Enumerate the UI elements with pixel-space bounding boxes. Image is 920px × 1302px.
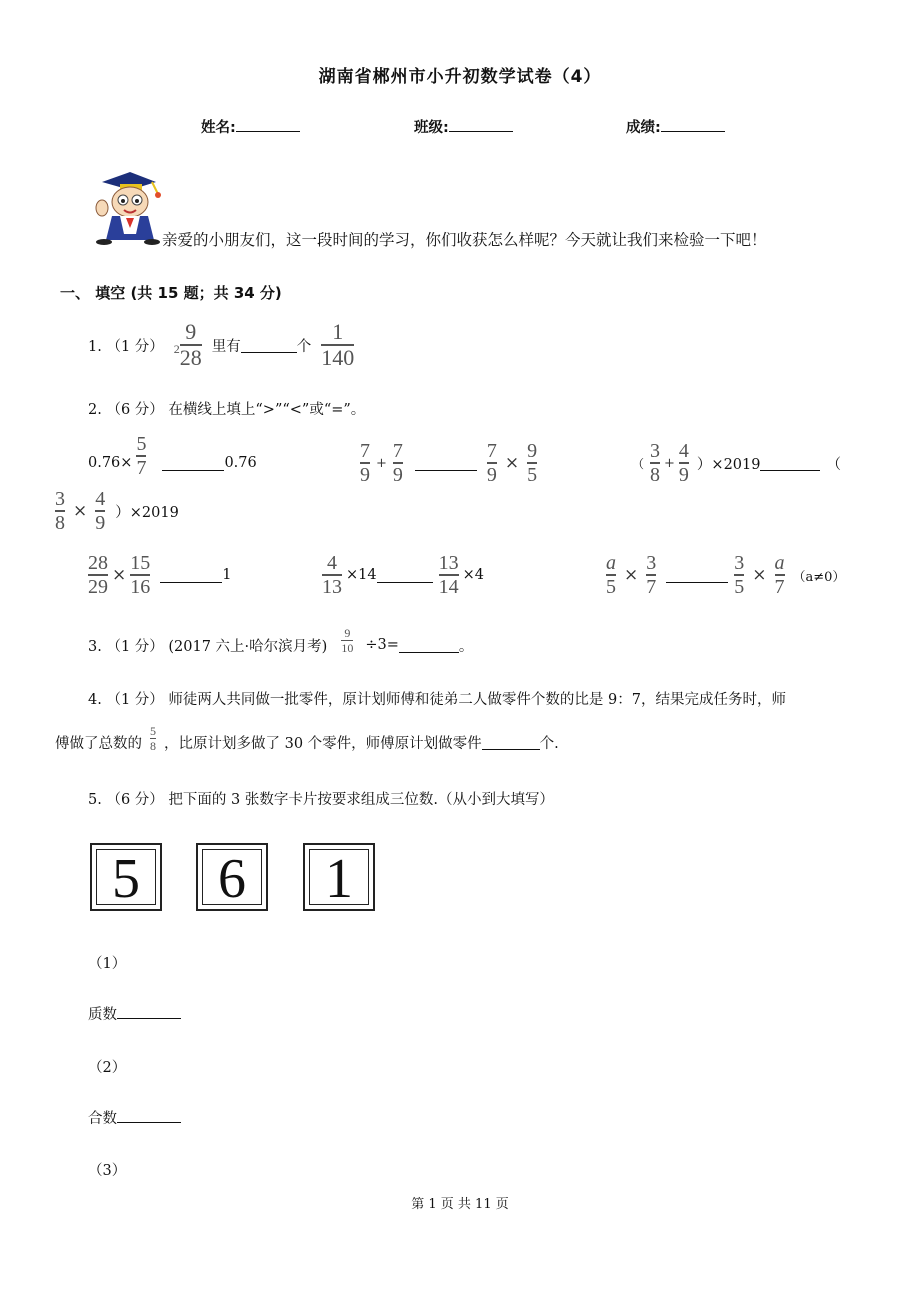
q2-d-close: ）×2019 <box>115 504 179 521</box>
q2-a-fraction <box>136 434 146 478</box>
q2-c-n1: 3 <box>650 440 661 462</box>
score-field[interactable] <box>626 116 725 137</box>
q5-sub-1: （1） <box>88 956 127 972</box>
q2-f-n2: 13 <box>438 552 459 574</box>
digit-card-1 <box>90 843 162 911</box>
q1-mixed-whole: 2 <box>173 341 180 356</box>
q2-f-blank[interactable] <box>377 568 433 583</box>
q1-answer-blank[interactable] <box>241 338 297 353</box>
q5-prime-label: 质数 <box>88 1007 117 1023</box>
digit-card-2-value: 6 <box>202 849 262 905</box>
digit-card-3 <box>303 843 375 911</box>
q1-mid: 里有 <box>211 338 241 355</box>
q2-b-times: × <box>504 453 520 473</box>
q2-b-blank[interactable] <box>415 456 477 471</box>
q2-d-times: × <box>73 501 88 521</box>
q2-b-frac4 <box>527 441 537 485</box>
q2-item-d <box>55 488 179 534</box>
q2-b-frac2 <box>393 441 403 485</box>
q2-g-d4: 7 <box>774 576 785 598</box>
digit-card-2 <box>196 843 268 911</box>
q4-fraction <box>150 725 156 752</box>
question-3 <box>88 622 473 668</box>
q1-prefix: 1. （1 分） <box>88 338 164 355</box>
q2-d-d2: 9 <box>95 512 106 534</box>
q2-c-frac2 <box>679 441 689 485</box>
q2-b-frac3 <box>487 441 497 485</box>
q2-b-d3: 9 <box>486 464 497 486</box>
q4-line2-b: ，比原计划多做了 30 个零件，师傅原计划做零件 <box>164 735 482 752</box>
q2-e-blank[interactable] <box>160 568 222 583</box>
q5-sub-3: （3） <box>88 1163 127 1179</box>
q2-b-d1: 9 <box>360 464 370 486</box>
q2-d-d1: 8 <box>55 512 65 534</box>
name-field[interactable] <box>201 116 300 137</box>
q2-b-d2: 9 <box>392 464 403 486</box>
digit-card-1-value: 5 <box>96 849 156 905</box>
q1-f2-den: 140 <box>321 345 355 370</box>
q2-c-plus: + <box>664 455 675 471</box>
q2-g-frac2 <box>646 553 656 597</box>
section-heading: 一、 填空 (共 15 题；共 34 分) <box>60 284 282 302</box>
q4-line2-a: 傅做了总数的 <box>55 735 142 752</box>
q2-item-f <box>322 552 484 598</box>
q2-e-d2: 16 <box>130 576 151 598</box>
question-1 <box>88 319 355 370</box>
q2-item-e <box>88 552 231 598</box>
q5-composite-label: 合数 <box>88 1111 117 1127</box>
q2-item-c <box>632 440 841 486</box>
q5-composite-blank[interactable] <box>117 1108 181 1123</box>
q4-answer-blank[interactable] <box>482 735 540 750</box>
q3-end: 。 <box>458 638 474 655</box>
q5-composite <box>88 1107 181 1128</box>
q2-c-end: （ <box>826 456 841 473</box>
greeting-text: 亲爱的小朋友们，这一段时间的学习，你们收获怎么样呢？今天就让我们来检验一下吧！ <box>162 231 767 249</box>
page-title: 湖南省郴州市小升初数学试卷（4） <box>318 67 602 87</box>
q2-b-frac1 <box>360 441 370 485</box>
q2-f-frac1 <box>322 553 342 597</box>
q2-g-n1: a <box>606 552 616 574</box>
q2-b-n3: 7 <box>486 440 497 462</box>
q2-b-n1: 7 <box>360 440 370 462</box>
q3-fraction <box>341 627 353 654</box>
q3-answer-blank[interactable] <box>399 638 459 653</box>
q2-g-note: （a≠0） <box>792 569 846 585</box>
score-label: 成绩: <box>626 120 661 136</box>
q5-prime-blank[interactable] <box>117 1004 181 1019</box>
q2-d-n2: 4 <box>95 488 106 510</box>
question-4-line-2 <box>55 722 559 762</box>
q3-den: 10 <box>341 640 354 655</box>
q2-e-frac2 <box>130 553 150 597</box>
digit-card-3-value: 1 <box>309 849 369 905</box>
q3-prefix: 3. （1 分） (2017 六上·哈尔滨月考) <box>88 638 328 655</box>
q2-g-n2: 3 <box>646 552 657 574</box>
q2-a-left: 0.76× <box>88 455 133 471</box>
q2-c-blank[interactable] <box>760 456 820 471</box>
q2-d-frac1 <box>55 489 65 533</box>
q2-b-plus: + <box>376 455 387 471</box>
q2-c-n2: 4 <box>678 440 689 462</box>
q1-fraction-2 <box>321 321 354 369</box>
q5-sub-2: （2） <box>88 1060 127 1076</box>
class-label: 班级: <box>414 120 449 136</box>
q2-f-d1: 13 <box>322 576 342 598</box>
page-footer: 第 1 页 共 11 页 <box>411 1197 509 1212</box>
q2-g-n3: 3 <box>734 552 745 574</box>
question-5-prompt: 5. （6 分） 把下面的 3 张数字卡片按要求组成三位数.（从小到大填写） <box>88 792 554 808</box>
q2-e-right: 1 <box>222 567 232 583</box>
question-4-line-1: 4. （1 分） 师徒两人共同做一批零件，原计划师傅和徒弟二人做零件个数的比是 9：7，结果完成任务时，师 <box>88 692 786 708</box>
q2-g-n4: a <box>774 552 785 574</box>
q2-g-d3: 5 <box>734 576 745 598</box>
q2-d-frac2 <box>95 489 105 533</box>
q2-b-d4: 5 <box>527 464 538 486</box>
q2-a-blank[interactable] <box>162 456 224 471</box>
q2-a-right: 0.76 <box>224 455 257 471</box>
q1-f1-num: 9 <box>185 319 197 344</box>
q2-f-frac2 <box>439 553 459 597</box>
q2-g-blank[interactable] <box>666 568 728 583</box>
q1-f1-den: 28 <box>179 345 202 370</box>
q2-c-frac1 <box>650 441 660 485</box>
mascot-scholar-icon <box>90 168 168 246</box>
q2-f-d2: 14 <box>438 576 459 598</box>
q4-den: 8 <box>150 738 156 753</box>
q1-fraction-1 <box>180 321 202 369</box>
q2-a-num: 5 <box>136 433 147 455</box>
q2-c-close: ）×2019 <box>696 456 761 473</box>
q2-item-a <box>88 433 257 486</box>
q2-g-frac1 <box>606 553 616 597</box>
q2-b-n4: 9 <box>527 440 538 462</box>
q2-g-times2: × <box>752 565 767 585</box>
q2-f-mid: ×14 <box>346 567 377 583</box>
q4-line2-c: 个. <box>539 735 559 752</box>
q2-c-d1: 8 <box>650 464 661 486</box>
q2-e-times: × <box>112 565 127 585</box>
q2-f-right: ×4 <box>462 567 484 583</box>
q2-e-d1: 29 <box>88 576 108 598</box>
q4-num: 5 <box>150 723 156 738</box>
q2-g-d2: 7 <box>646 576 657 598</box>
q3-num: 9 <box>344 625 351 640</box>
q2-f-n1: 4 <box>327 552 337 574</box>
q2-e-n2: 15 <box>130 552 151 574</box>
q1-suffix: 个 <box>296 338 312 355</box>
q2-e-frac1 <box>88 553 108 597</box>
class-field[interactable] <box>414 116 513 137</box>
q2-g-frac4 <box>775 553 785 597</box>
name-label: 姓名: <box>201 120 236 136</box>
q5-prime <box>88 1003 181 1024</box>
q2-e-n1: 28 <box>88 552 108 574</box>
q2-g-d1: 5 <box>606 576 616 598</box>
q2-g-times: × <box>624 565 639 585</box>
q2-d-n1: 3 <box>55 488 65 510</box>
q1-f2-num: 1 <box>332 319 344 344</box>
q2-item-g <box>606 552 845 598</box>
q2-b-n2: 7 <box>392 440 403 462</box>
q2-c-d2: 9 <box>678 464 689 486</box>
q2-c-open: （ <box>632 456 645 471</box>
q3-suffix: ÷3= <box>365 637 399 653</box>
q2-a-den: 7 <box>136 457 147 479</box>
q2-g-frac3 <box>734 553 744 597</box>
question-2-prompt: 2. （6 分） 在横线上填上“>”“<”或“=”。 <box>88 402 366 418</box>
q2-item-b <box>360 440 537 486</box>
